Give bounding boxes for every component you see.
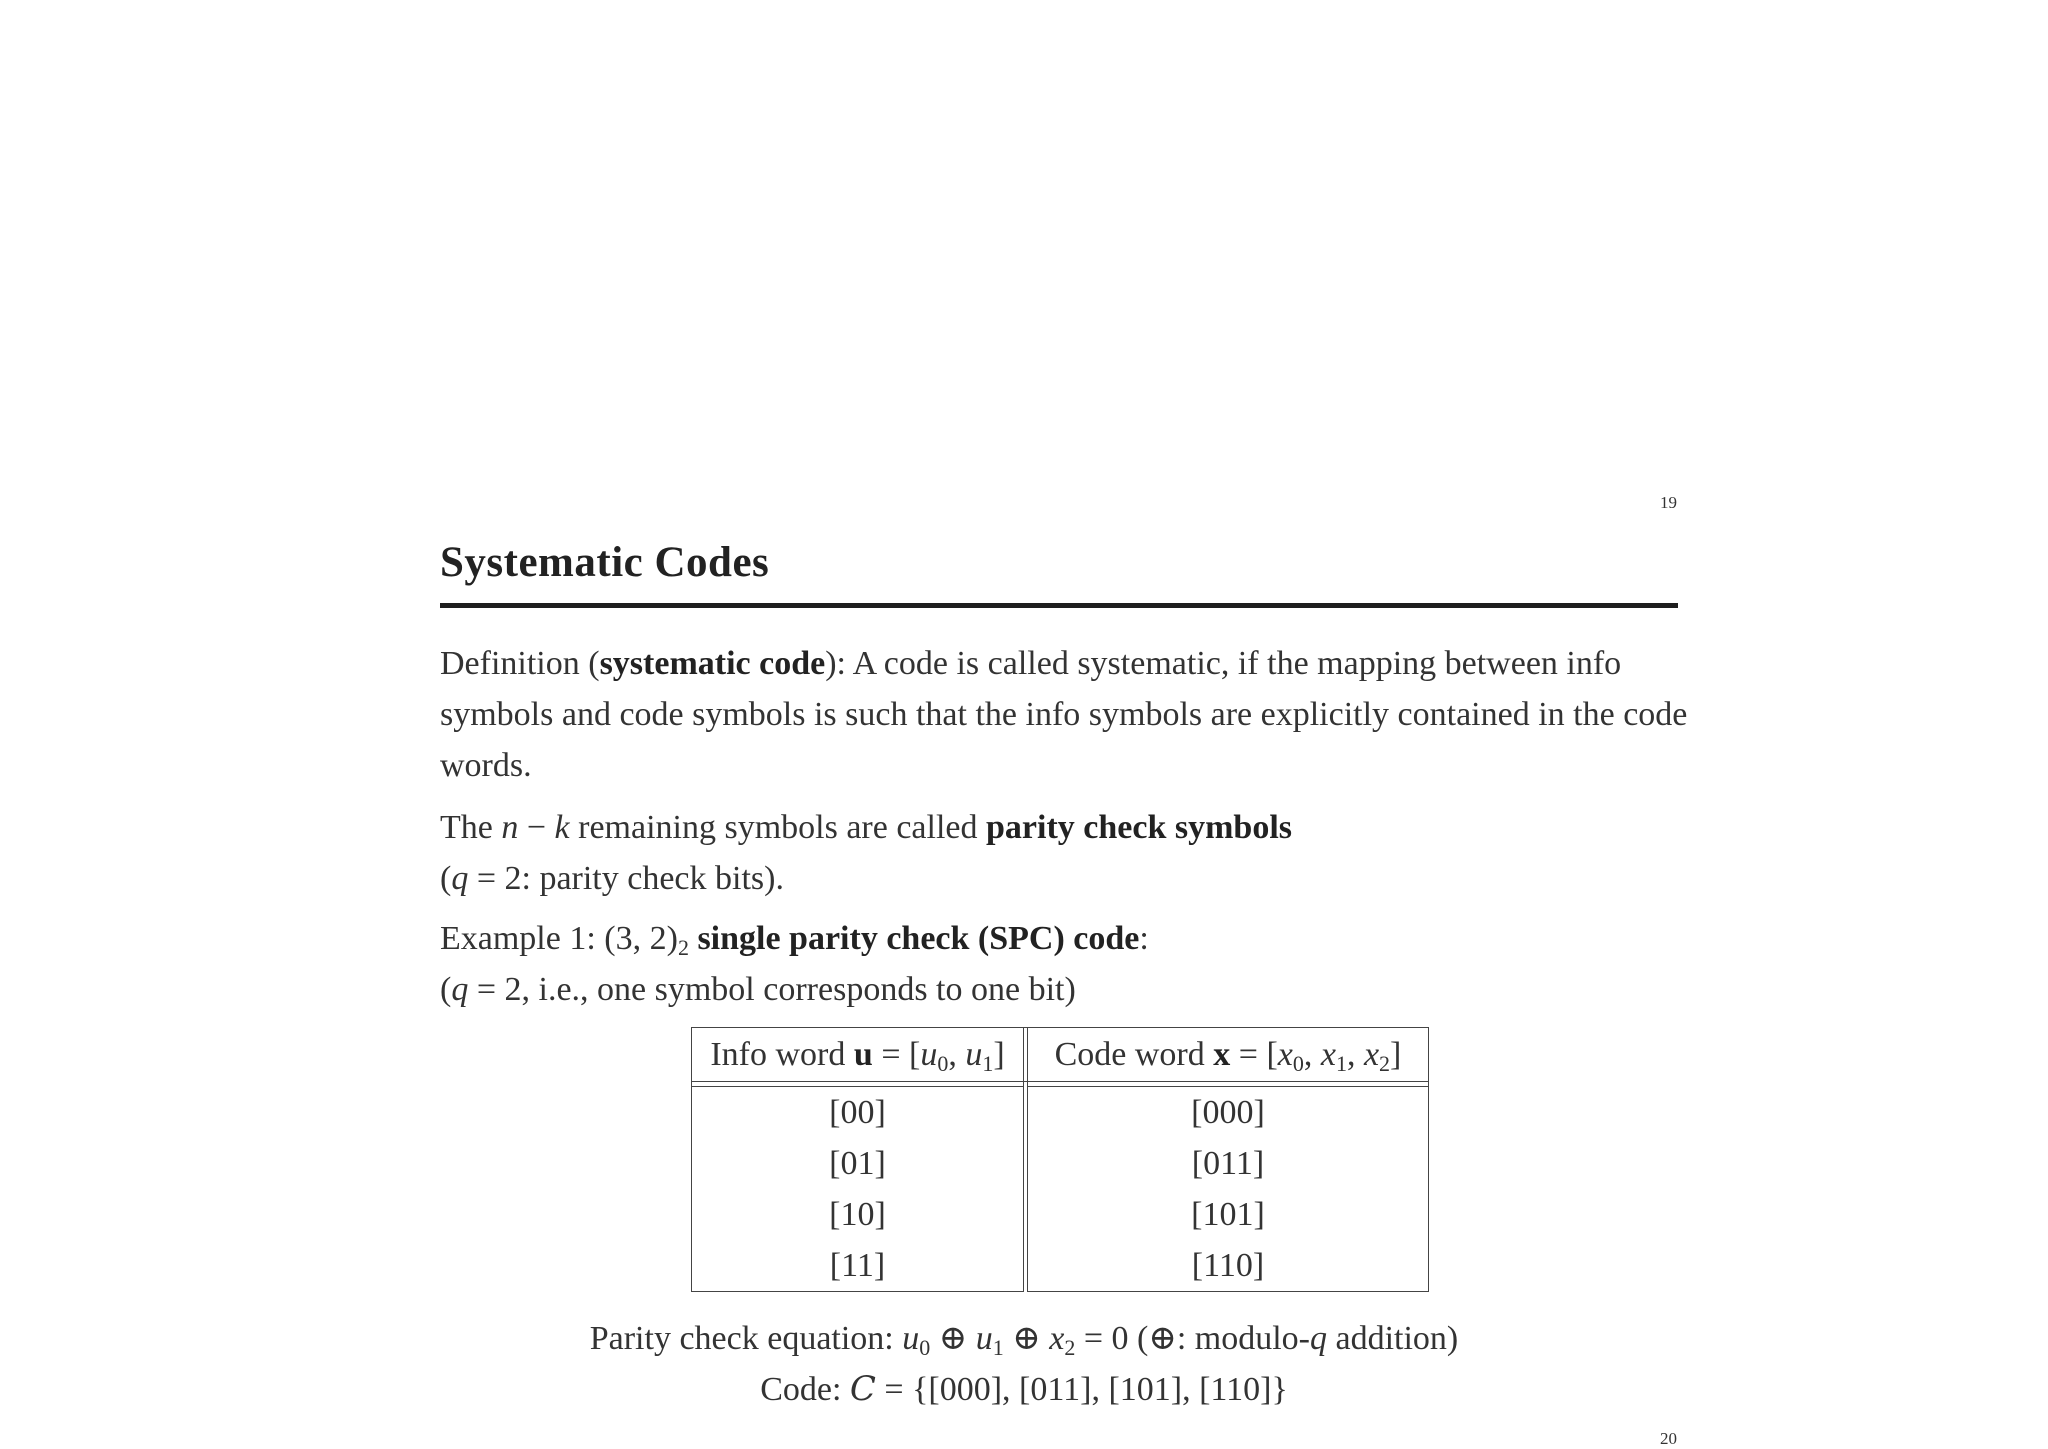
minus-sign: − — [518, 809, 555, 846]
var-q: q — [451, 860, 469, 897]
info-word-cell: [10] — [691, 1189, 1024, 1240]
table-header-row — [691, 1027, 1429, 1082]
title-rule — [440, 603, 1678, 608]
example-line-2 — [440, 964, 1690, 1015]
example-colon: : — [1139, 920, 1149, 957]
code-set-line — [0, 1364, 2048, 1415]
example-line-1 — [440, 913, 1690, 964]
xor-op: ⊕ — [930, 1320, 976, 1357]
code-word-cell: [000] — [1027, 1087, 1429, 1138]
bold-u: u — [853, 1035, 873, 1073]
var-n: n — [501, 809, 519, 846]
code-set: = {[000], [011], [101], [110]} — [875, 1371, 1288, 1408]
parity-mid: remaining symbols are called — [569, 809, 987, 846]
sub: 0 — [919, 1335, 931, 1360]
var-q: q — [1310, 1320, 1327, 1357]
parity-line-2 — [440, 853, 1690, 904]
sub: 2 — [1379, 1050, 1391, 1076]
equation-post: addition) — [1327, 1320, 1459, 1357]
table-row — [691, 1240, 1429, 1292]
definition-paragraph — [440, 638, 1690, 791]
sub: 0 — [1292, 1050, 1304, 1076]
parity-paragraph — [440, 802, 1690, 904]
definition-text: ): A code is called systematic, if the mapping between info symbols and code symbols is such that the info symbols are explicitly contained in the code words. — [440, 645, 1688, 784]
code-word-cell: [101] — [1027, 1189, 1429, 1240]
code-word-cell: [011] — [1027, 1138, 1429, 1189]
example-term: single parity check (SPC) code — [697, 920, 1140, 957]
spc-code-table — [691, 1027, 1429, 1292]
comma: , — [1346, 1035, 1364, 1073]
var-u: u — [902, 1320, 920, 1357]
header-code-word — [1027, 1027, 1429, 1082]
info-word-cell: [11] — [691, 1240, 1024, 1292]
comma: , — [948, 1035, 966, 1073]
sub: 1 — [1335, 1050, 1347, 1076]
parity-term: parity check symbols — [986, 809, 1293, 846]
table-row — [691, 1087, 1429, 1138]
bold-x: x — [1213, 1035, 1231, 1073]
sub: 1 — [982, 1050, 994, 1076]
example-subscript: 2 — [677, 935, 689, 960]
equation-rest: = 0 (⊕: modulo- — [1075, 1320, 1310, 1357]
bracket: ] — [1390, 1035, 1402, 1073]
var-q: q — [451, 971, 469, 1008]
comma: , — [1303, 1035, 1321, 1073]
parity-check-equation — [0, 1313, 2048, 1364]
var-u: u — [975, 1320, 993, 1357]
page-title: Systematic Codes — [440, 539, 770, 586]
header-info-word — [691, 1027, 1024, 1082]
paren-open: ( — [440, 971, 452, 1008]
xor-op: ⊕ — [1003, 1320, 1050, 1357]
info-word-cell: [00] — [691, 1087, 1024, 1138]
parity-pre: The — [440, 809, 502, 846]
eq: = [ — [872, 1035, 921, 1073]
table-row — [691, 1138, 1429, 1189]
code-symbol: C — [849, 1369, 876, 1409]
sub: 0 — [937, 1050, 949, 1076]
equation-label: Parity check equation: — [589, 1320, 903, 1357]
sub: 1 — [992, 1335, 1004, 1360]
code-word-cell: [110] — [1027, 1240, 1429, 1292]
page-number-bottom: 20 — [1660, 1429, 1677, 1448]
example-line-2-text: = 2, i.e., one symbol corresponds to one bit) — [468, 971, 1076, 1008]
info-word-cell: [01] — [691, 1138, 1024, 1189]
bracket: ] — [993, 1035, 1005, 1073]
var-u: u — [965, 1035, 983, 1073]
code-label: Code: — [760, 1371, 850, 1408]
eq: = [ — [1230, 1035, 1278, 1073]
var-u: u — [920, 1035, 938, 1073]
parity-line-1 — [440, 802, 1690, 853]
page-number-top: 19 — [1660, 493, 1677, 512]
example-pre: Example 1: (3, 2) — [440, 920, 678, 957]
definition-prefix: Definition ( — [440, 645, 600, 682]
var-x: x — [1049, 1320, 1065, 1357]
header-info-text: Info word — [710, 1035, 854, 1073]
var-x: x — [1363, 1035, 1380, 1073]
var-x: x — [1320, 1035, 1336, 1073]
table-row — [691, 1189, 1429, 1240]
header-code-text: Code word — [1054, 1035, 1214, 1073]
sub: 2 — [1064, 1335, 1076, 1360]
var-x: x — [1277, 1035, 1293, 1073]
parity-line-2-text: = 2: parity check bits). — [468, 860, 784, 897]
paren-open: ( — [440, 860, 452, 897]
definition-term: systematic code — [599, 645, 826, 682]
example-paragraph — [440, 913, 1690, 1015]
var-k: k — [554, 809, 570, 846]
